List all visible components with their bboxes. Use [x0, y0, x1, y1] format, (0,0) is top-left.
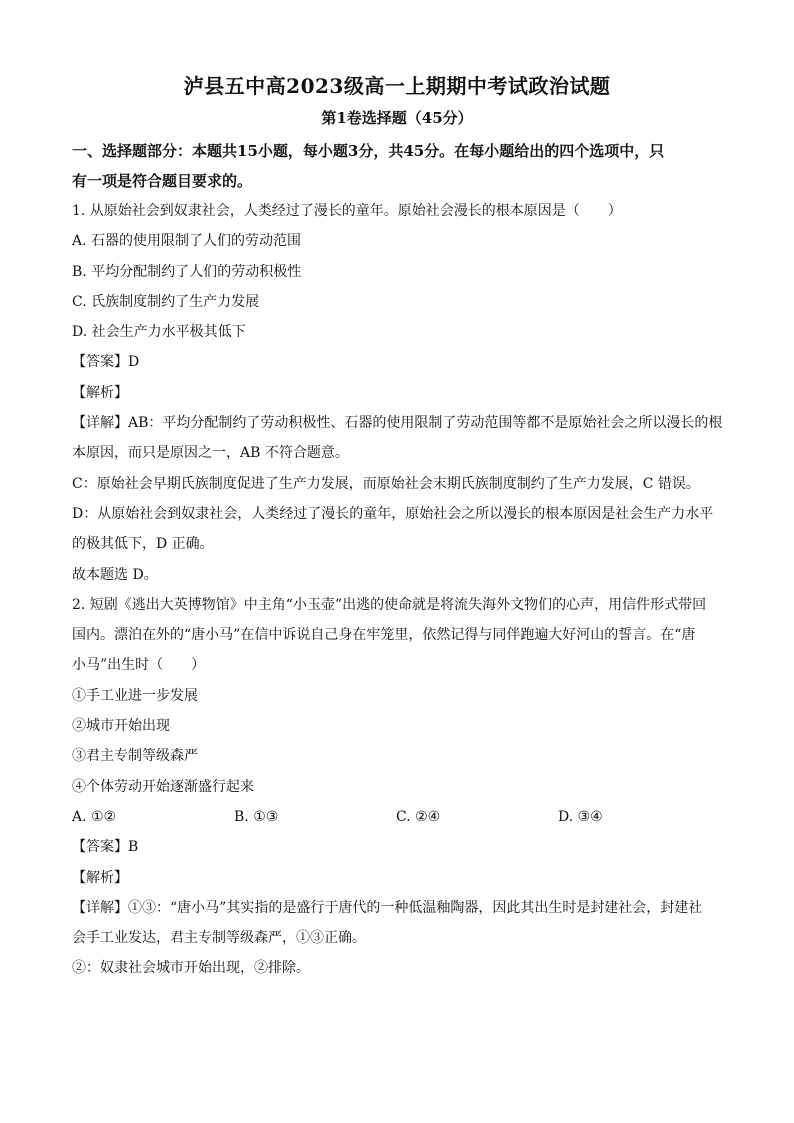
q1-detail-line-6: 故本题选 D。: [72, 566, 158, 583]
q2-choice-c: C. ②④: [396, 808, 441, 825]
q2-stem-line-3: 小马”出生时（ ）: [72, 657, 206, 674]
q2-detail-text-1: ①③：“唐小马”其实指的是盛行于唐代的一种低温釉陶器，因此其出生时是封建社会，封建社: [128, 899, 703, 916]
q2-statement-2: ②城市开始出现: [72, 718, 170, 735]
q2-choices: [72, 802, 724, 832]
q1-detail-line-5: 的极其低下，D 正确。: [72, 536, 214, 553]
q1-detail-line-1: [72, 408, 724, 438]
q2-choice-a: A. ①②: [72, 808, 117, 825]
q2-analysis-label: 【解析】: [72, 869, 128, 886]
q2-detail-label: 【详解】: [72, 899, 128, 916]
q2-detail-line-1: [72, 893, 724, 923]
q1-detail-line-2: 本原因，而只是原因之一，AB 不符合题意。: [72, 445, 349, 462]
q2-stem-line-1: 2. 短剧《逃出大英博物馆》中主角“小玉壶”出逃的使命就是将流失海外文物们的心声，用信件形式带回: [72, 596, 707, 613]
q1-detail-line-3: C：原始社会早期氏族制度促进了生产力发展，而原始社会末期氏族制度制约了生产力发展，C 错误。: [72, 475, 700, 492]
q1-stem: 1. 从原始社会到奴隶社会，人类经过了漫长的童年。原始社会漫长的根本原因是（ ）: [72, 203, 622, 219]
page-subtitle: 第1卷选择题（45分）: [321, 109, 473, 127]
q2-detail-line-3: ②：奴隶社会城市开始出现，②排除。: [72, 960, 310, 977]
q1-option-a: A. 石器的使用限制了人们的劳动范围: [72, 233, 302, 250]
q1-answer-value: D: [128, 354, 140, 371]
q1-detail-label: 【详解】: [72, 415, 128, 432]
q2-statement-3: ③君主专制等级森严: [72, 748, 198, 765]
q1-detail-line-4: D：从原始社会到奴隶社会，人类经过了漫长的童年，原始社会之所以漫长的根本原因是社会生产力水平: [72, 505, 714, 522]
exam-content: [72, 136, 724, 984]
q2-choice-d: D. ③④: [558, 808, 603, 825]
q2-detail-line-2: 会手工业发达，君主专制等级森严，①③正确。: [72, 930, 366, 947]
q2-stem-line-2: 国内。漂泊在外的“唐小马”在信中诉说自己身在牢笼里，依然记得与同伴跑遍大好河山的誓言。在“唐: [72, 627, 696, 644]
q1-option-c: C. 氏族制度制约了生产力发展: [72, 293, 260, 310]
q2-answer-label: 【答案】: [72, 839, 128, 856]
q1-detail-text-1: AB：平均分配制约了劳动积极性、石器的使用限制了劳动范围等都不是原始社会之所以漫长的根: [128, 415, 723, 432]
q2-statement-1: ①手工业进一步发展: [72, 687, 198, 704]
q2-answer-value: B: [128, 839, 139, 856]
q1-option-d: D. 社会生产力水平极其低下: [72, 324, 246, 341]
q2-answer: [72, 832, 724, 862]
q1-analysis-label: 【解析】: [72, 384, 128, 401]
section-heading-line-2: 有一项是符合题目要求的。: [72, 172, 253, 190]
section-heading-line-1: 一、选择题部分：本题共15小题，每小题3分，共45分。在每小题给出的四个选项中，只: [72, 142, 665, 160]
q1-option-b: B. 平均分配制约了人们的劳动积极性: [72, 263, 302, 280]
q1-answer-label: 【答案】: [72, 354, 128, 371]
page-title: 泸县五中高2023级高一上期期中考试政治试题: [183, 74, 611, 98]
q2-choice-b: B. ①③: [234, 808, 279, 825]
q2-statement-4: ④个体劳动开始逐渐盛行起来: [72, 778, 254, 795]
q1-answer: [72, 347, 724, 377]
